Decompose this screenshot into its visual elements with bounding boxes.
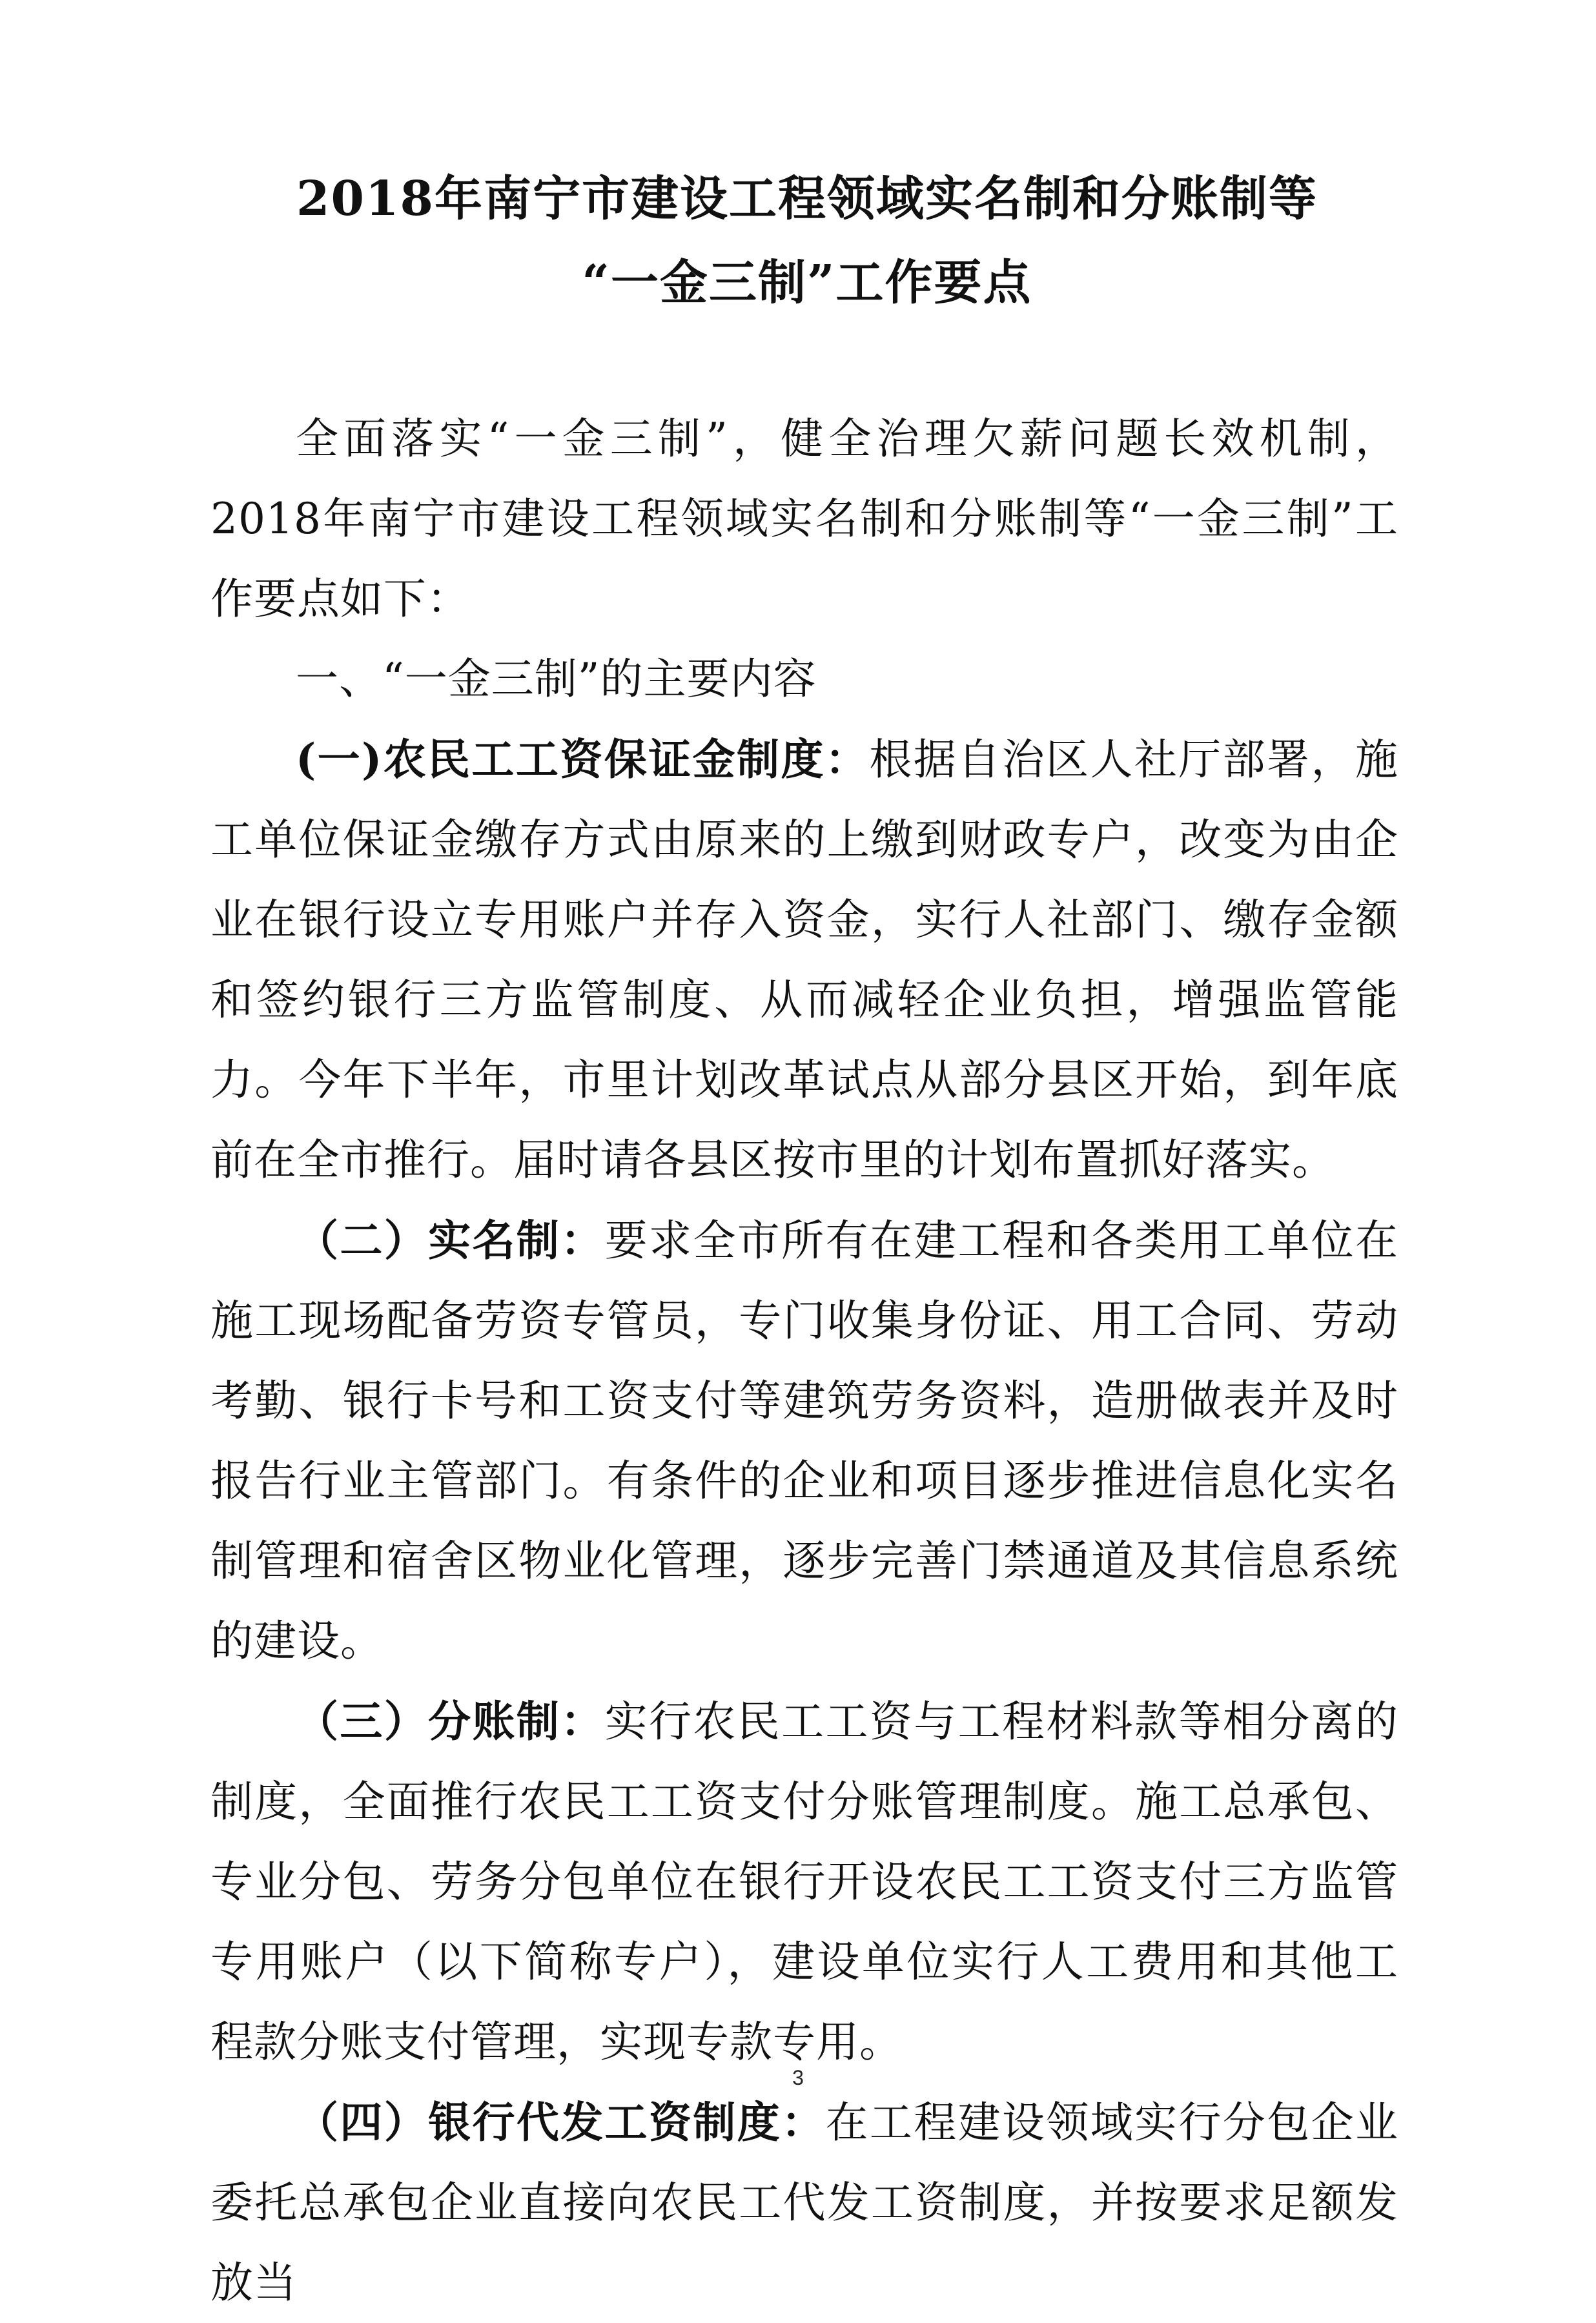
item-lead: （三）分账制： [296,1696,605,1746]
item-lead: （四）银行代发工资制度： [296,2097,826,2147]
item-paragraph [210,1200,1398,1681]
page-number: 3 [792,2066,804,2089]
document-title-line-1: 2018年南宁市建设工程领域实名制和分账制等 [296,171,1318,227]
item-text: 要求全市所有在建工程和各类用工单位在施工现场配备劳资专管员，专门收集身份证、用工合同、劳动考勤、银行卡号和工资支付等建筑劳务资料，造册做表并及时报告行业主管部门。有条件的企业和项目逐步推进信息化实名制管理和宿舍区物业化管理，逐步完善门禁通道及其信息系统的建设。 [210,1216,1398,1666]
item-text: 在工程建设领域实行分包企业委托总承包企业直接向农民工代发工资制度，并按要求足额发放当 [210,2098,1398,2308]
section-heading: 一、“一金三制”的主要内容 [296,654,817,704]
intro-paragraph: 全面落实“一金三制”，健全治理欠薪问题长效机制，2018年南宁市建设工程领域实名制和分账制等“一金三制”工作要点如下： [210,414,1398,624]
item-text: 实行农民工工资与工程材料款等相分离的制度，全面推行农民工工资支付分账管理制度。施工总承包、专业分包、劳务分包单位在银行开设农民工工资支付三方监管专用账户（以下简称专户），建设单位实行人工费用和其他工程款分账支付管理，实现专款专用。 [210,1697,1398,2067]
item-paragraph [210,2082,1398,2323]
document-body [210,399,1398,2323]
item-text: 根据自治区人社厅部署，施工单位保证金缴存方式由原来的上缴到财政专户，改变为由企业在银行设立专用账户并存入资金，实行人社部门、缴存金额和签约银行三方监管制度、从而减轻企业负担，增强监管能力。今年下半年，市里计划改革试点从部分县区开始，到年底前在全市推行。届时请各县区按市里的计划布置抓好落实。 [210,735,1398,1185]
item-paragraph [210,719,1398,1200]
item-paragraph [210,1681,1398,2082]
item-lead: (一)农民工工资保证金制度： [296,734,870,784]
document-title-line-2: “一金三制”工作要点 [582,255,1032,311]
item-lead: （二）实名制： [296,1215,605,1265]
